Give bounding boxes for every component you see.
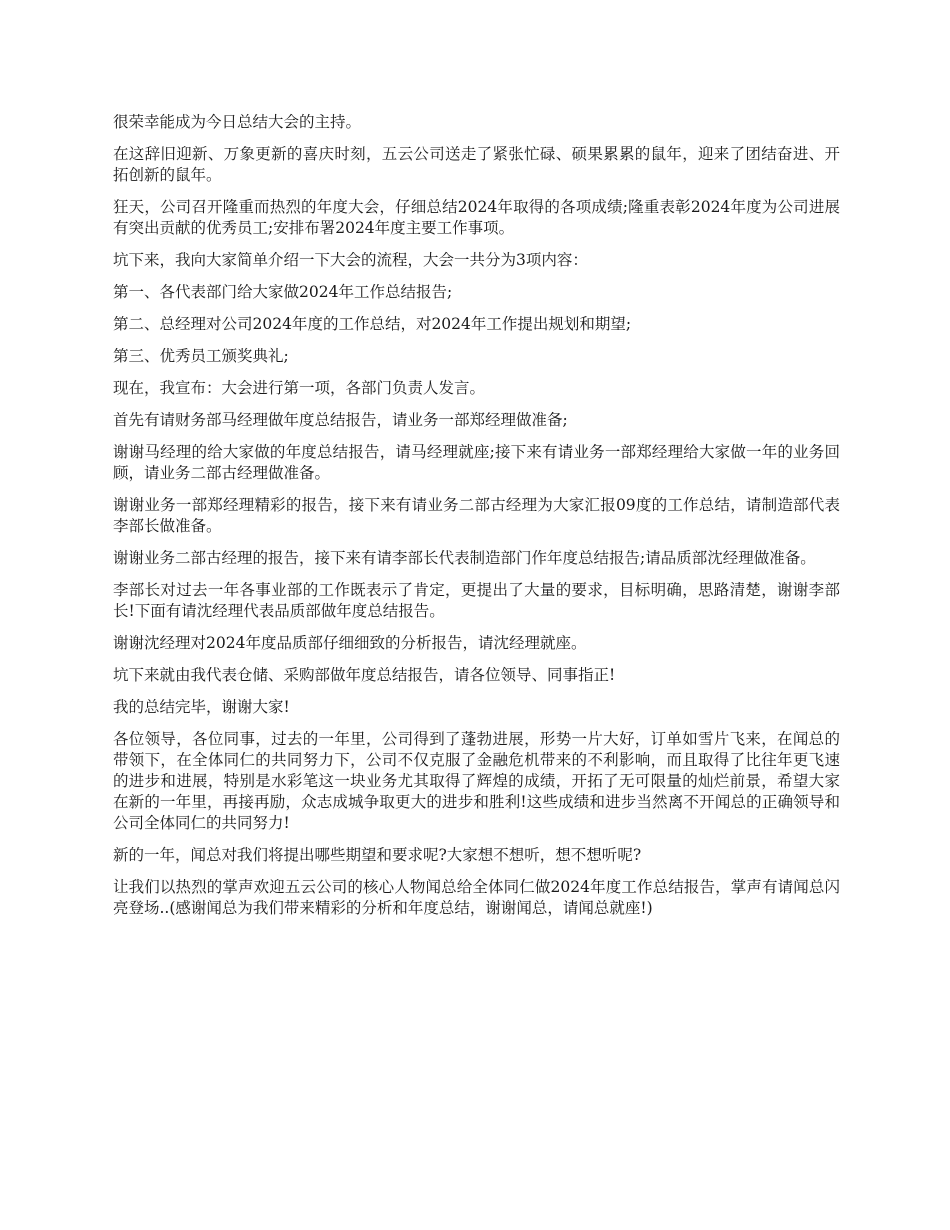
paragraph-closing: 让我们以热烈的掌声欢迎五云公司的核心人物闻总给全体同仁做2024年度工作总结报告，掌声有请闻总闪亮登场..(感谢闻总为我们带来精彩的分析和年度总结，谢谢闻总，请闻总就座!)	[113, 878, 840, 917]
paragraph-warehouse-report: 坑下来就由我代表仓储、采购部做年度总结报告，请各位领导、同事指正!	[113, 666, 616, 684]
paragraph-opening: 很荣幸能成为今日总结大会的主持。	[113, 113, 362, 131]
paragraph-achievements: 各位领导，各位同事，过去的一年里，公司得到了蓬勃进展，形势一片大好，订单如雪片飞来，在闻总的带领下，在全体同仁的共同努力下，公司不仅克服了金融危机带来的不利影响，而且取得了比往年更飞速的进步和进展，特别是水彩笔这一块业务尤其取得了辉煌的成绩，开拓了无可限量的灿烂前景，希望大家在新的一年里，再接再励，众志成城争取更大的进步和胜利!这些成绩和进步当然离不开闻总的正确领导和公司全体同仁的共同努力!	[113, 730, 840, 832]
paragraph-business-dept-2: 谢谢业务一部郑经理精彩的报告，接下来有请业务二部古经理为大家汇报09度的工作总结，请制造部代表李部长做准备。	[113, 496, 840, 535]
paragraph-quality-thanks: 谢谢沈经理对2024年度品质部仔细细致的分析报告，请沈经理就座。	[113, 634, 587, 652]
paragraph-agenda-item-1: 第一、各代表部门给大家做2024年工作总结报告;	[113, 283, 453, 301]
paragraph-manufacturing: 谢谢业务二部古经理的报告，接下来有请李部长代表制造部门作年度总结报告;请品质部沈经理做准备。	[113, 549, 816, 567]
paragraph-agenda-intro: 坑下来，我向大家简单介绍一下大会的流程，大会一共分为3项内容：	[113, 251, 588, 269]
paragraph-agenda-item-2: 第二、总经理对公司2024年度的工作总结，对2024年工作提出规划和期望;	[113, 315, 632, 333]
paragraph-new-year: 在这辞旧迎新、万象更新的喜庆时刻，五云公司送走了紧张忙碌、硕果累累的鼠年，迎来了团结奋进、开拓创新的鼠年。	[113, 145, 840, 184]
paragraph-meeting-purpose: 狂天，公司召开隆重而热烈的年度大会，仔细总结2024年取得的各项成绩;隆重表彰2024年度为公司进展有突出贡献的优秀员工;安排布署2024年度主要工作事项。	[113, 198, 840, 237]
document-body	[113, 112, 840, 930]
paragraph-quality-intro: 李部长对过去一年各事业部的工作既表示了肯定，更提出了大量的要求，目标明确，思路清楚，谢谢李部长!下面有请沈经理代表品质部做年度总结报告。	[113, 581, 840, 620]
paragraph-business-dept-1: 谢谢马经理的给大家做的年度总结报告，请马经理就座;接下来有请业务一部郑经理给大家做一年的业务回顾，请业务二部古经理做准备。	[113, 443, 840, 482]
paragraph-finance-report: 首先有请财务部马经理做年度总结报告，请业务一部郑经理做准备;	[113, 411, 568, 429]
paragraph-announcement: 现在，我宣布：大会进行第一项，各部门负责人发言。	[113, 379, 486, 397]
paragraph-agenda-item-3: 第三、优秀员工颁奖典礼;	[113, 347, 289, 365]
paragraph-summary-end: 我的总结完毕，谢谢大家!	[113, 698, 290, 716]
paragraph-expectations: 新的一年，闻总对我们将提出哪些期望和要求呢?大家想不想听，想不想听呢?	[113, 846, 642, 864]
